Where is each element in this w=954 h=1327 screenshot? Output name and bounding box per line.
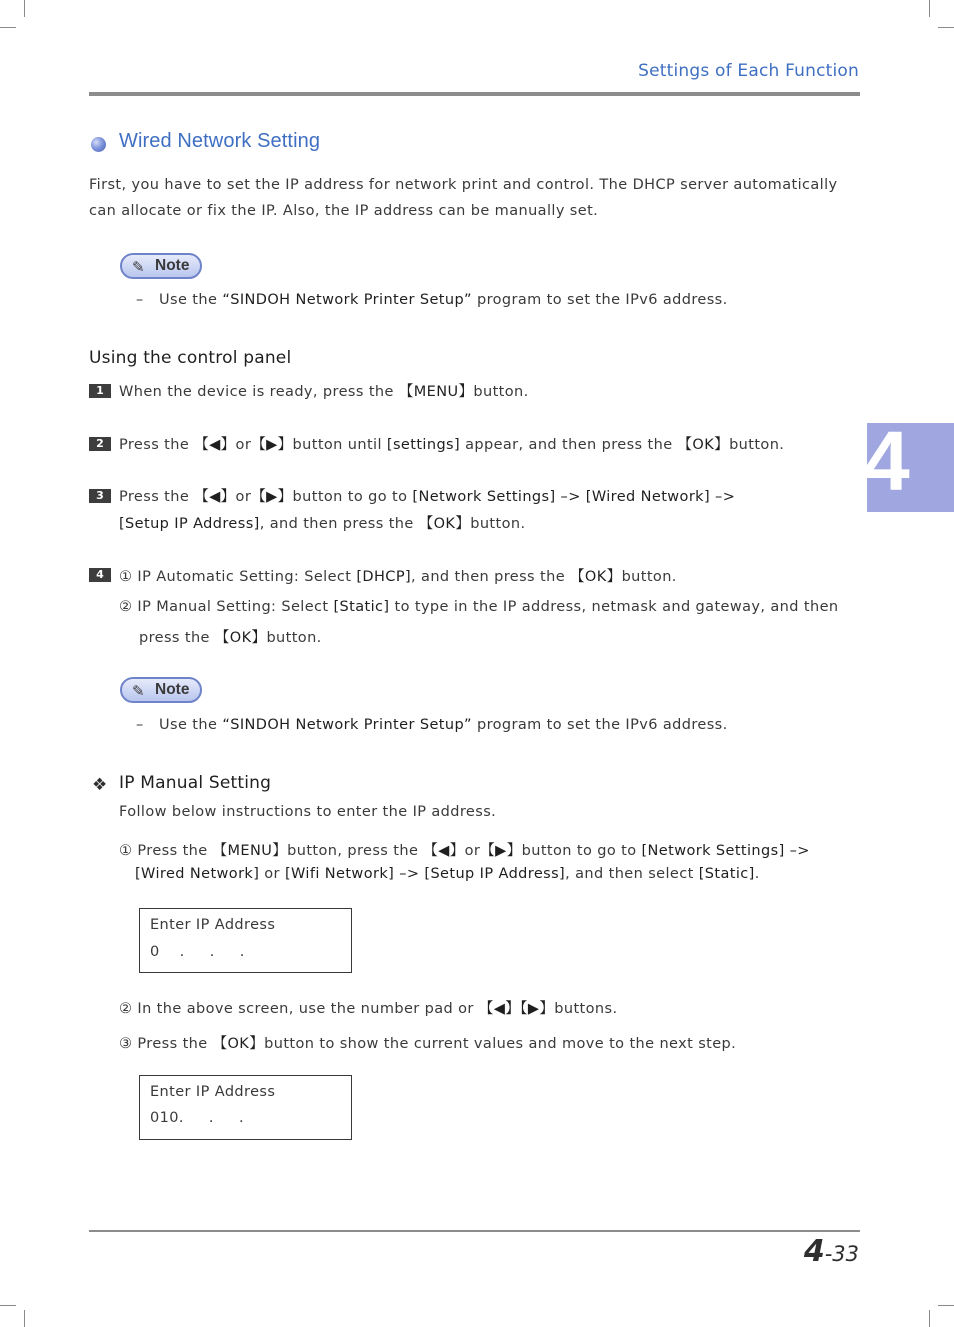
menu-option: [DHCP] [356,569,412,585]
key-label: 【OK】 [570,569,622,585]
crop-mark [24,1310,25,1327]
key-label: 【◀】 [423,843,465,859]
note-dash: – [136,717,144,733]
intro-line: First, you have to set the IP address for network print and control. The DHCP server automatically [89,177,838,193]
pencil-icon: ✎ [132,682,145,700]
step-text: ② IP Manual Setting: Select [Static] to type in the IP address, netmask and gateway, and then [119,599,839,615]
lcd-line: Enter IP Address [150,1084,276,1100]
program-name: “SINDOH Network Printer Setup” [222,292,472,308]
note-text: – Use the “SINDOH Network Printer Setup” program to set the IPv6 address. [136,717,728,733]
footer-rule [89,1230,860,1232]
menu-path: [Network Settings] –> [Wired Network] –> [412,489,736,505]
diamond-bullet-icon: ❖ [92,775,108,795]
page-number [804,1234,859,1269]
menu-option: [Static] [698,866,755,882]
page-index: 33 [832,1242,859,1266]
key-label: 【▶】 [480,843,522,859]
subsection-heading: IP Manual Setting [119,773,272,793]
step-text: ① IP Automatic Setting: Select [DHCP], and then press the 【OK】button. [119,569,677,585]
key-label: 【◀】 [194,489,236,505]
step-text-continued: [Setup IP Address], and then press the 【OK】button. [119,516,526,532]
key-label: 【OK】 [418,516,471,532]
header-rule [89,92,860,96]
crop-mark [938,1305,954,1306]
instruction-step: ② In the above screen, use the number pad or 【◀】【▶】buttons. [119,1001,618,1017]
section-title: Wired Network Setting [119,130,321,152]
note-label: Note [155,257,190,274]
key-label: 【◀】 [194,437,236,453]
crop-mark [929,0,930,17]
instruction-step: ③ Press the 【OK】button to show the current values and move to the next step. [119,1036,737,1052]
intro-paragraph [89,172,838,224]
chapter-tab-number: 4 [863,414,910,508]
note-badge [120,253,202,279]
key-label: 【MENU】 [212,843,288,859]
intro-line: can allocate or fix the IP. Also, the IP address can be manually set. [89,203,599,219]
page-separator: - [824,1242,833,1266]
note-badge [120,677,202,703]
key-label: 【▶】 [251,489,293,505]
key-label: 【OK】 [214,630,267,646]
menu-option: [Static] [333,599,390,615]
lcd-line: 0 . . . [150,944,245,960]
key-label: 【◀】 [478,1001,521,1017]
step-number: 4 [89,568,111,582]
step-number: 3 [89,489,111,503]
key-label: 【▶】 [251,437,293,453]
chapter-tab [863,414,954,512]
key-label: 【OK】 [677,437,730,453]
program-name: “SINDOH Network Printer Setup” [222,717,472,733]
step-text-continued: press the 【OK】button. [139,630,322,646]
crop-mark [929,1310,930,1327]
step-number: 1 [89,384,111,398]
instruction-step: ① Press the 【MENU】button, press the 【◀】or【▶】button to go to [Network Settings] –> [119,843,810,859]
instruction-step-continued: [Wired Network] or [Wifi Network] –> [Setup IP Address], and then select [Static]. [135,866,760,882]
crop-mark [0,1305,16,1306]
menu-path: [Setup IP Address] [119,516,260,532]
step-number: 2 [89,437,111,451]
running-header: Settings of Each Function [638,61,859,81]
page-chapter: 4 [803,1234,825,1269]
section-bullet-icon [91,137,106,152]
key-label: 【▶】 [520,1001,555,1017]
lcd-display [139,1075,352,1140]
key-label: 【MENU】 [398,384,474,400]
step-text: When the device is ready, press the 【MENU】button. [119,384,529,400]
step-text: Press the 【◀】or【▶】button until [settings] appear, and then press the 【OK】button. [119,437,785,453]
instruction-intro: Follow below instructions to enter the IP address. [119,804,497,820]
note-label: Note [155,681,190,698]
pencil-icon: ✎ [132,258,145,276]
crop-mark [938,27,954,28]
menu-path: [Network Settings] –> [641,843,810,859]
note-text: – Use the “SINDOH Network Printer Setup” program to set the IPv6 address. [136,292,728,308]
crop-mark [0,27,16,28]
lcd-line: Enter IP Address [150,917,276,933]
menu-option: [settings] [386,437,461,453]
key-label: 【OK】 [212,1036,265,1052]
step-text: Press the 【◀】or【▶】button to go to [Network Settings] –> [Wired Network] –> [119,489,736,505]
note-dash: – [136,292,144,308]
crop-mark [24,0,25,17]
subsection-heading: Using the control panel [89,348,292,368]
lcd-display [139,908,352,973]
menu-path: [Wired Network] [135,866,260,882]
lcd-line: 010. . . [150,1110,244,1126]
menu-path: [Wifi Network] –> [Setup IP Address] [284,866,566,882]
